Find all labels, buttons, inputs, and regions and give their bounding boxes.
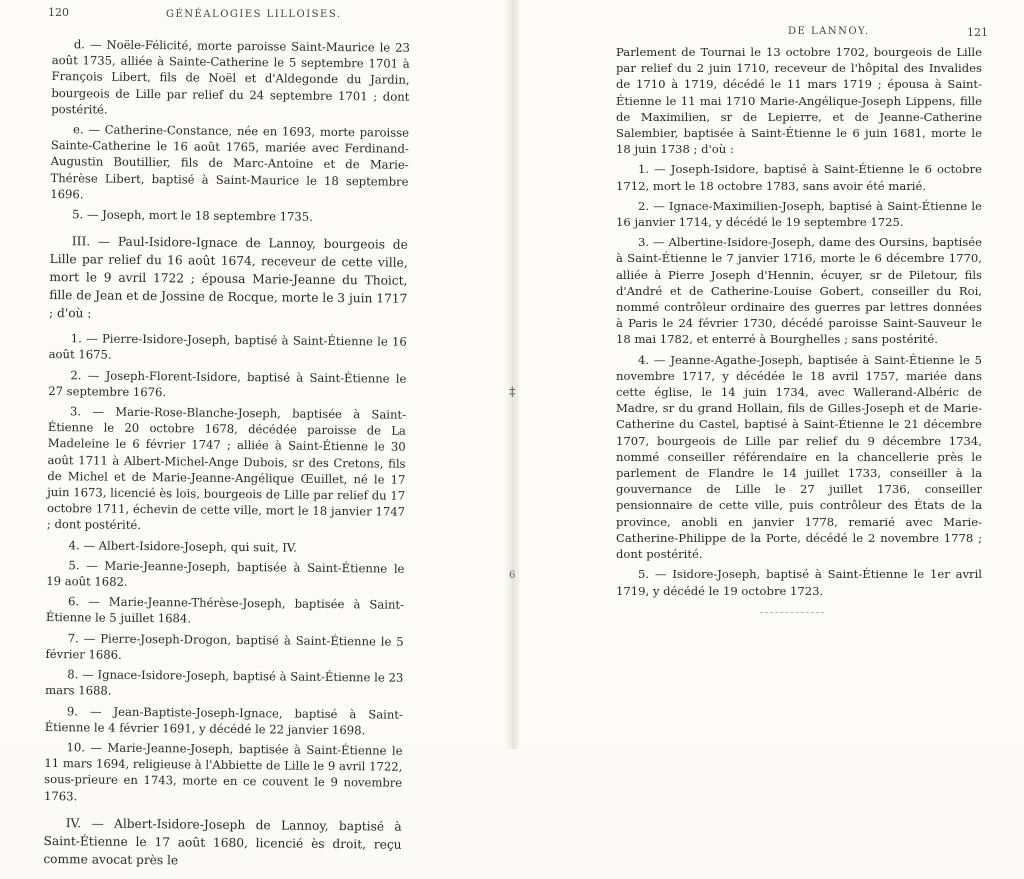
paragraph: 8. — Ignace-Isidore-Joseph, baptisé à Saint-Étienne le 23 mars 1688. [45,667,404,698]
paragraph: e. — Catherine-Constance, née en 1693, morte paroisse Sainte-Catherine le 16 août 1765, mariée avec Ferdinand-Augustin Boutillier, fils de Marc-Antoine et de Marie-Thérèse Libert, baptisé à Saint-Maurice le 18 septembre 1696. [50,122,410,202]
generation-heading: IV. — Albert-Isidore-Joseph de Lannoy, baptisé à Saint-Étienne le 17 août 1680, licencié ès droit, reçu comme avocat près le [43,815,402,868]
paragraph: 5. — Isidore-Joseph, baptisé à Saint-Étienne le 1er avril 1719, y décédé le 19 octobre 1723. [616,567,982,598]
page-number-left: 120 [48,6,69,19]
paragraph: 7. — Pierre-Joseph-Drogon, baptisé à Saint-Étienne le 5 février 1686. [45,630,404,662]
paragraph: 6. — Marie-Jeanne-Thérèse-Joseph, baptisée à Saint-Étienne le 5 juillet 1684. [45,594,405,626]
paragraph: 3. — Albertine-Isidore-Joseph, dame des Oursins, baptisée à Saint-Étienne le 7 janvier 1716, morte le 6 décembre 1770, alliée à Pierre Joseph d'Hennin, écuyer, sr de Piletour, fils d'André et de Catherine-Louise Gobert, conseiller du Roi, nommé contrôleur ordinaire des guerres par lettres données à Paris le 24 février 1730, décédé paroisse Saint-Sauveur le 18 mai 1782, et enterré à Bourghelles ; sans postérité. [616,235,982,347]
right-page-text [616,44,982,603]
paragraph: 4. — Albert-Isidore-Joseph, qui suit, IV. [68,537,297,555]
paragraph: 2. — Ignace-Maximilien-Joseph, baptisé à Saint-Étienne le 16 janvier 1714, y décédé le 19 septembre 1725. [616,198,982,230]
paragraph: 9. — Jean-Baptiste-Joseph-Ignace, baptisé à Saint-Étienne le 4 février 1691, y décédé le 22 janvier 1698. [44,703,403,738]
page-number-right: 121 [967,26,988,39]
paragraph: 1. — Pierre-Isidore-Joseph, baptisé à Saint-Étienne le 16 août 1675. [48,331,407,363]
running-head-right: DE LANNOY. [788,26,870,37]
paragraph: Parlement de Tournai le 13 octobre 1702, bourgeois de Lille par relief du 2 juin 1710, receveur de l'hôpital des Invalides de 1710 à 1719, décédé le 11 mars 1719 ; épousa à Saint-Étienne le 11 mai 1710 Marie-Angélique-Joseph Lippens, fille de Maximilien, sr de Lepierre, et de Jeanne-Catherine Salembier, baptisée à Saint-Étienne le 6 juin 1681, morte le 18 juin 1738 ; d'où : [616,45,982,157]
left-page-text [43,36,410,879]
paragraph: 2. — Joseph-Florent-Isidore, baptisé à Saint-Étienne le 27 septembre 1676. [48,367,407,400]
paragraph: 5. — Joseph, mort le 18 septembre 1735. [72,207,313,224]
paragraph: 3. — Marie-Rose-Blanche-Joseph, baptisée à Saint-Étienne le 20 octobre 1678, décédée paroisse de La Madeleine le 6 février 1747 ; alliée à Saint-Étienne le 30 août 1711 à Albert-Michel-Ange Dubois, sr des Cretons, fils de Michel et de Marie-Jeanne-Angélique Œuillet, né le 17 juin 1673, licencié ès lois, bourgeois de Lille par relief du 17 octobre 1711, échevin de cette ville, mort le 18 janvier 1747 ; dont postérité. [46,404,407,533]
gutter-mark-icon: ‡ [509,385,516,400]
paragraph: d. — Noële-Félicité, morte paroisse Saint-Maurice le 23 août 1735, alliée à Sainte-Catherine le 5 septembre 1701 à François Libert, fils de Noël et d'Aldegonde du Jardin, bourgeois de Lille par relief du 24 septembre 1701 ; dont postérité. [51,37,410,117]
gutter-mark-number: 6 [509,570,516,581]
generation-heading: III. — Paul-Isidore-Ignace de Lannoy, bourgeois de Lille par relief du 16 août 1674, receveur de cette ville, mort le 9 avril 1722 ; épousa Marie-Jeanne du Thoict, fille de Jean et de Jossine de Rocque, morte le 3 juin 1717 ; d'où : [49,234,408,321]
paragraph: 5. — Marie-Jeanne-Joseph, baptisée à Saint-Étienne le 19 août 1682. [46,558,405,589]
left-page [0,0,508,868]
paragraph: 1. — Joseph-Isidore, baptisé à Saint-Étienne le 6 octobre 1712, mort le 18 octobre 1783, sans avoir été marié. [616,162,982,193]
paragraph: 4. — Jeanne-Agathe-Joseph, baptisée à Saint-Étienne le 5 novembre 1717, y décédée le 18 avril 1757, mariée dans cette église, le 14 juin 1734, avec Wallerand-Albéric de Madre, sr du grand Hollain, fils de Gilles-Joseph et de Marie-Catherine du Castel, baptisé à Saint-Étienne le 21 décembre 1707, bourgeois de Lille par relief du 9 décembre 1734, nommé conseiller référendaire en la chancellerie près le parlement de Flandre le 14 juillet 1733, conseiller à la gouvernance de Lille le 27 juillet 1736, conseiller pensionnaire de cette ville, puis contrôleur des États de la province, anobli en janvier 1778, remarié avec Marie-Catherine-Philippe de la Porte, décédé le 2 novembre 1778 ; dont postérité. [616,352,982,562]
running-head-left: GÉNÉALOGIES LILLOISES. [166,9,342,20]
divider [760,612,824,613]
right-page [512,0,1024,749]
paragraph: 10. — Marie-Jeanne-Joseph, baptisée à Saint-Étienne le 11 mars 1694, religieuse à l'Abbiette de Lille le 9 avril 1722, sous-prieure en 1743, morte en ce couvent le 9 novembre 1763. [43,740,403,803]
